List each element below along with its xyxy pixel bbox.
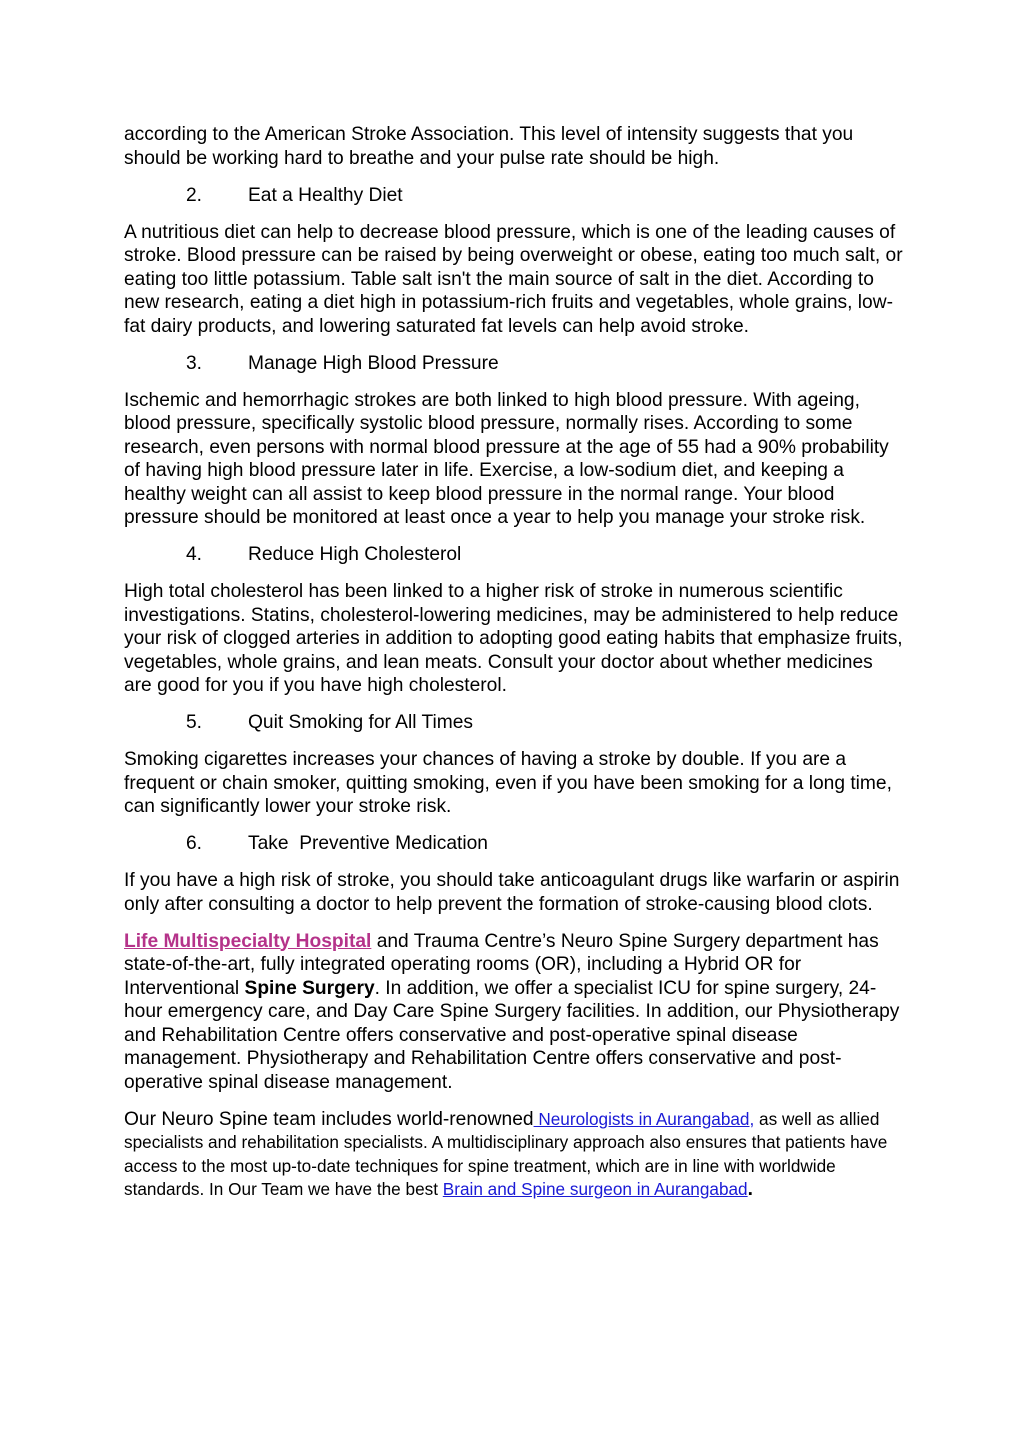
section-number: 3. [186, 352, 203, 374]
section-heading-4 [124, 543, 904, 567]
section-body-5: Smoking cigarettes increases your chances of having a stroke by double. If you are a frequent or chain smoker, quitting smoking, even if you have been smoking for a long time, can significantly lower your stroke risk. [124, 749, 892, 817]
section-body-3: Ischemic and hemorrhagic strokes are both linked to high blood pressure. With ageing, blood pressure, specifically systolic blood pressure, normally rises. According to some research, even persons with normal blood pressure at the age of 55 had a 90% probability of having high blood pressure later in life. Exercise, a low-sodium diet, and keeping a healthy weight can all assist to keep blood pressure in the normal range. Your blood pressure should be monitored at least once a year to help you manage your stroke risk. [124, 389, 889, 528]
section-heading-6 [124, 832, 904, 856]
team-period: . [747, 1179, 753, 1200]
section-title: Reduce High Cholesterol [248, 544, 462, 565]
team-paragraph [124, 1108, 904, 1202]
section-title: Quit Smoking for All Times [248, 712, 473, 733]
brain-spine-surgeon-link[interactable]: Brain and Spine surgeon in Aurangabad [442, 1179, 748, 1199]
document-page [124, 123, 904, 1215]
section-title: Eat a Healthy Diet [248, 184, 403, 206]
spine-surgery-bold: Spine Surgery [244, 977, 375, 999]
section-body-2: A nutritious diet can help to decrease blood pressure, which is one of the leading causes of stroke. Blood pressure can be raised by being overweight or obese, eating too much salt, or eating too little potassium. Table salt isn't the main source of salt in the diet. According to new research, eating a diet high in potassium-rich fruits and vegetables, whole grains, low-fat dairy products, and lowering saturated fat levels can help avoid stroke. [124, 221, 903, 337]
neurologists-link[interactable]: Neurologists in Aurangabad, [533, 1108, 755, 1129]
hospital-text-1: and Trauma Centre’s Neuro Spine Surgery department has state-of-the-art, fully integrated operating rooms (OR), including a Hybrid OR for Interventional [124, 930, 879, 999]
team-text-1: Our Neuro Spine team includes world-renowned [124, 1108, 534, 1130]
section-title: Manage High Blood Pressure [248, 352, 499, 374]
hospital-link[interactable]: Life Multispecialty Hospital [124, 930, 372, 952]
intro-paragraph: according to the American Stroke Association. This level of intensity suggests that you should be working hard to breathe and your pulse rate should be high. [124, 124, 854, 169]
section-heading-2 [124, 184, 904, 208]
hospital-text-2: . In addition, we offer a specialist ICU for spine surgery, 24-hour emergency care, and Day Care Spine Surgery facilities. In addition, our Physiotherapy and Rehabilitation Centre offers conservative and post-operative spinal disease management. Physiotherapy and Rehabilitation Centre offers conservative and post-operative spinal disease management. [124, 977, 900, 1093]
section-number: 4. [186, 544, 203, 565]
section-number: 5. [186, 712, 203, 733]
section-body-6: If you have a high risk of stroke, you should take anticoagulant drugs like warfarin or aspirin only after consulting a doctor to help prevent the formation of stroke-causing blood clots. [124, 870, 900, 915]
section-heading-5 [124, 711, 904, 735]
team-text-2: as well as allied specialists and rehabilitation specialists. A multidisciplinary approach also ensures that patients have access to the most up-to-date techniques for spine treatment, which are in line with worldwide standards. In Our Team we have the best [124, 1108, 888, 1199]
section-heading-3 [124, 352, 904, 376]
section-body-4: High total cholesterol has been linked to a higher risk of stroke in numerous scientific investigations. Statins, cholesterol-lowering medicines, may be administered to help reduce your risk of clogged arteries in addition to adopting good eating habits that emphasize fruits, vegetables, whole grains, and lean meats. Consult your doctor about whether medicines are good for you if you have high cholesterol. [124, 581, 903, 696]
section-title: Take Preventive Medication [248, 833, 488, 854]
section-number: 2. [186, 184, 203, 206]
hospital-paragraph [124, 930, 904, 1095]
section-number: 6. [186, 833, 203, 854]
